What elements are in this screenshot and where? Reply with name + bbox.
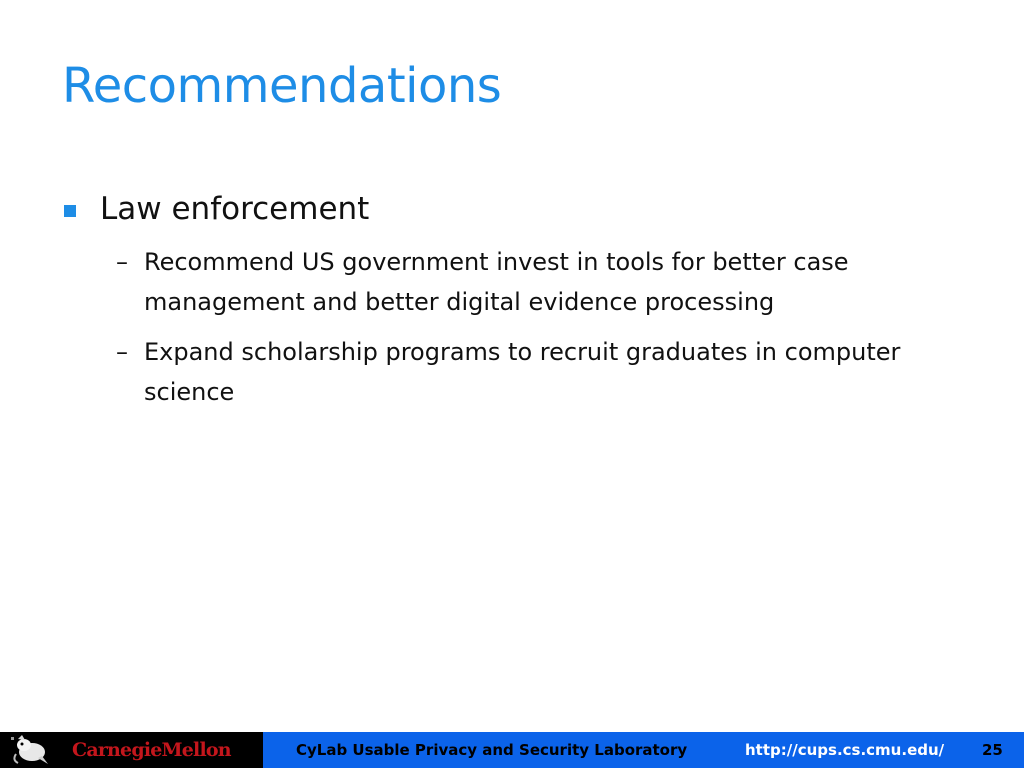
sub-bullet-item xyxy=(116,332,976,412)
cylab-mascot-icon xyxy=(8,734,52,766)
dash-bullet-icon: – xyxy=(116,338,128,366)
sub-bullet-text: Expand scholarship programs to recruit graduates in computer science xyxy=(144,338,901,406)
square-bullet-icon xyxy=(64,205,76,217)
footer-lab-name: CyLab Usable Privacy and Security Laboratory xyxy=(296,741,688,759)
bullet-law-enforcement xyxy=(64,191,369,227)
slide-footer xyxy=(0,732,1024,768)
slide-title: Recommendations xyxy=(62,58,502,114)
dash-bullet-icon: – xyxy=(116,248,128,276)
footer-url[interactable]: http://cups.cs.cmu.edu/ xyxy=(745,741,945,759)
sub-bullet-text: Recommend US government invest in tools for better case management and better digital evidence processing xyxy=(144,248,849,316)
carnegie-mellon-wordmark: CarnegieMellon xyxy=(72,739,231,761)
page-number: 25 xyxy=(982,741,1003,759)
bullet-text: Law enforcement xyxy=(100,191,370,227)
sub-bullet-item xyxy=(116,242,976,322)
footer-brand-block xyxy=(0,732,263,768)
